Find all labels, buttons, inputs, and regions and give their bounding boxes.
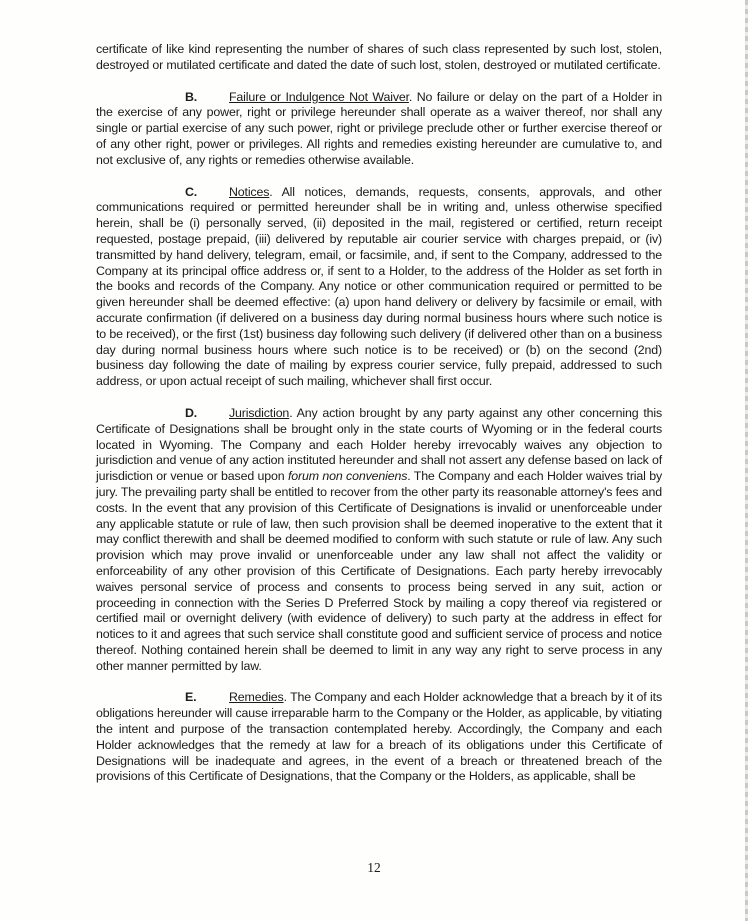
section-heading: Jurisdiction (229, 405, 290, 420)
section-c (96, 185, 662, 390)
section-body-italic: forum non conveniens (287, 469, 408, 484)
document-body (96, 42, 662, 785)
section-body: . No failure or delay on the part of a Holder in the exercise of any power, right or privilege hereunder shall operate as a waiver thereof, nor shall any single or partial exercise of any such power, right or privilege preclude other or further exercise thereof or of any other right, power or privileges. All rights and remedies existing hereunder are cumulative to, and not exclusive of, any rights or remedies otherwise available. (96, 89, 662, 167)
section-letter: E. (185, 690, 197, 705)
section-e (96, 690, 662, 785)
section-body: . Any action brought by any party against any other concerning this Certificate of Designations shall be brought only in the state courts of Wyoming or in the federal courts located in Wyoming. The Company and each Holder hereby irrevocably waives any objection to jurisdiction and venue of any action instituted hereunder and shall not assert any defense based on lack of jurisdiction or venue or based upon (96, 405, 663, 484)
section-heading: Failure or Indulgence Not Waiver (229, 89, 409, 104)
page-number: 12 (367, 860, 381, 875)
section-heading: Remedies (229, 690, 284, 705)
section-body: . The Company and each Holder waives trial by jury. The prevailing party shall be entitled to recover from the other party its reasonable attorney's fees and costs. In the event that any provision of this Certificate of Designations is invalid or unenforceable under any applicable statute or rule of law, then such provision shall be deemed inoperative to the extent that it may conflict therewith and shall be deemed modified to conform with such statute or rule of law. Any such provision which may prove invalid or unenforceable under any law shall not affect the validity or enforceability of any other provision of this Certificate of Designations. Each party hereby irrevocably waives personal service of process and consents to process being served in any suit, action or proceeding in connection with the Series D Preferred Stock by mailing a copy thereof via registered or certified mail or overnight delivery (with evidence of delivery) to such party at the address in effect for notices to it and agrees that such service shall constitute good and sufficient service of process and notice thereof. Nothing contained herein shall be deemed to limit in any way any right to serve process in any other manner permitted by law. (96, 469, 662, 673)
section-heading: Notices (229, 184, 270, 199)
section-d (96, 406, 662, 675)
section-body: . All notices, demands, requests, consents, approvals, and other communications required or permitted hereunder shall be in writing and, unless otherwise specified herein, shall be (i) personally served, (ii) deposited in the mail, registered or certified, return receipt requested, postage prepaid, (iii) delivered by reputable air courier service with charges prepaid, or (iv) transmitted by hand delivery, telegram, email, or facsimile, and, if sent to the Company, addressed to the Company at its principal office address or, if sent to a Holder, to the address of the Holder as set forth in the books and records of the Company. Any notice or other communication required or permitted to be given hereunder shall be deemed effective: (a) upon hand delivery or delivery by facsimile or email, with accurate confirmation (if delivered on a business day during normal business hours where such notice is to be received), or the first (1st) business day following such delivery (if delivered other than on a business day during normal business hours where such notice is to be received) or (b) on the second (2nd) business day following the date of mailing by express courier service, fully prepaid, addressed to such address, or upon actual receipt of such mailing, whichever shall first occur. (96, 184, 662, 389)
section-body: . The Company and each Holder acknowledge that a breach by it of its obligations hereunder will cause irreparable harm to the Company or the Holder, as applicable, by vitiating the intent and purpose of the transaction contemplated hereby. Accordingly, the Company and each Holder acknowledges that the remedy at law for a breach of its obligations under this Certificate of Designations will be inadequate and agrees, in the event of a breach or threatened breach of the provisions of this Certificate of Designations, that the Company or the Holders, as applicable, shall be (96, 690, 662, 784)
section-letter: D. (185, 405, 198, 420)
section-b (96, 90, 662, 169)
section-letter: B. (185, 89, 198, 104)
paragraph-a-continuation: certificate of like kind representing the number of shares of such class represented by such lost, stolen, destroyed or mutilated certificate and dated the date of such lost, stolen, destroyed or mutilated certificate. (96, 42, 662, 72)
section-letter: C. (185, 184, 198, 199)
